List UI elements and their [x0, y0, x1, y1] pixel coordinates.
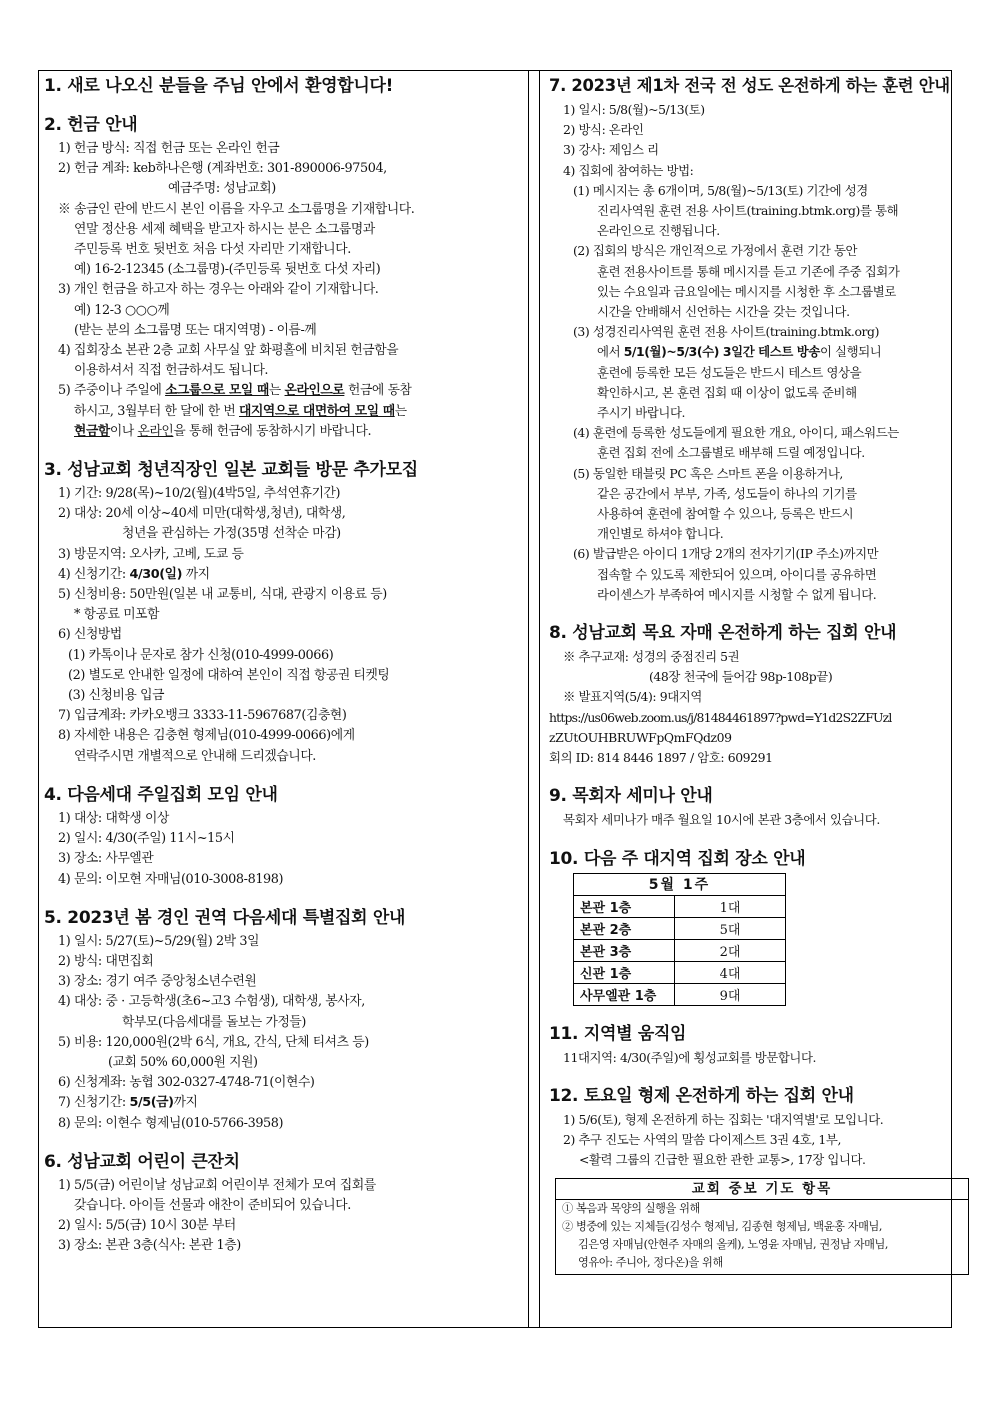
place-cell: 본관 3층 [574, 939, 675, 961]
section-6-title: 6. 성남교회 어린이 큰잔치 [44, 1151, 240, 1172]
offering-line: 주민등록 번호 뒷번호 처음 다섯 자리만 기재합니다. [74, 242, 351, 258]
offering-line: (받는 분의 소그룹명 또는 대지역명) - 이름-께 [74, 322, 317, 338]
offering-line: 4) 집회장소 본관 2층 교회 사무실 앞 화평홀에 비치된 헌금함을 [58, 343, 399, 359]
training-line: 진리사역원 훈련 전용 사이트(training.btmk.org)를 통해 [597, 203, 899, 219]
place-cell: 사무엘관 1층 [574, 983, 675, 1005]
children-line: 2) 일시: 5/5(금) 10시 30분 부터 [58, 1218, 236, 1234]
sisters-meeting-line: ※ 추구교재: 성경의 중점진리 5권 [563, 649, 740, 665]
conference-line: 7) 신청기간: 5/5(금)까지 [58, 1095, 198, 1111]
section-10-title: 10. 다음 주 대지역 집회 장소 안내 [549, 848, 806, 869]
section-2-title: 2. 헌금 안내 [44, 115, 138, 135]
section-10 [549, 848, 947, 1006]
column-divider [528, 71, 540, 1327]
training-line: 훈련 전용사이트를 통해 메시지를 듣고 기존에 주중 집회가 [597, 263, 900, 279]
section-11 [549, 1023, 947, 1068]
trip-line: 7) 입금계좌: 카카오뱅크 3333-11-5967687(김충현) [58, 708, 347, 724]
youth-line: 1) 대상: 대학생 이상 [58, 810, 169, 826]
sisters-meeting-line: 회의 ID: 814 8446 1897 / 암호: 609291 [549, 750, 773, 766]
children-line: 3) 장소: 본관 3층(식사: 본관 1층) [58, 1238, 241, 1254]
training-line: (3) 성경진리사역원 훈련 전용 사이트(training.btmk.org) [573, 324, 880, 340]
offering-line: 이용하셔서 직접 헌금하셔도 됩니다. [74, 363, 269, 379]
training-line: 1) 일시: 5/8(월)~5/13(토) [563, 102, 705, 117]
conference-line: 5) 비용: 120,000원(2박 6식, 개요, 간식, 단체 티셔츠 등) [58, 1034, 369, 1050]
brothers-meeting-line: 2) 추구 진도는 사역의 말씀 다이제스트 3권 4호, 1부, [563, 1131, 842, 1147]
section-2 [44, 114, 520, 442]
sisters-meeting-line: ※ 발표지역(5/4): 9대지역 [563, 689, 702, 705]
section-9 [549, 785, 947, 830]
training-line: (1) 메시지는 총 6개이며, 5/8(월)~5/13(토) 기간에 성경 [573, 182, 868, 198]
region-cell: 9대 [675, 983, 786, 1005]
training-line: 3) 강사: 제임스 리 [563, 142, 659, 158]
trip-line: 5) 신청비용: 50만원(일본 내 교통비, 식대, 관광지 이용료 등) [58, 587, 387, 603]
training-line: (2) 집회의 방식은 개인적으로 가정에서 훈련 기간 동안 [573, 243, 858, 259]
offering-line: 3) 개인 헌금을 하고자 하는 경우는 아래와 같이 기재합니다. [58, 282, 379, 298]
training-line: 에서 5/1(월)~5/3(수) 3일간 테스트 방송이 실행되니 [597, 344, 882, 360]
training-line: (5) 동일한 태블릿 PC 혹은 스마트 폰을 이용하거나, [573, 465, 843, 481]
region-cell: 2대 [675, 939, 786, 961]
section-1-title: 1. 새로 나오신 분들을 주님 안에서 환영합니다! [44, 76, 394, 96]
region-news-line: 11대지역: 4/30(주일)에 횡성교회를 방문합니다. [563, 1049, 817, 1065]
section-3-title: 3. 성남교회 청년직장인 일본 교회들 방문 추가모집 [44, 460, 418, 481]
place-cell: 본관 1층 [574, 895, 675, 917]
training-line: 같은 공간에서 부부, 가족, 성도들이 하나의 기기를 [597, 485, 857, 501]
offering-line: 예금주명: 성남교회) [168, 181, 276, 197]
training-line: 주시기 바랍니다. [597, 405, 686, 421]
training-line: 온라인으로 진행됩니다. [597, 223, 720, 239]
prayer-item: 영유아: 주니아, 정다온)을 위해 [578, 1256, 723, 1270]
section-3 [44, 459, 520, 767]
offering-line: 하시고, 3월부터 한 달에 한 번 대지역으로 대면하여 모일 때는 [74, 403, 407, 419]
section-12-title: 12. 토요일 형제 온전하게 하는 집회 안내 [549, 1085, 854, 1106]
section-4-title: 4. 다음세대 주일집회 모임 안내 [44, 784, 278, 805]
prayer-item: 김은영 자매님(안현주 자매의 올케), 노영윤 자매님, 권정남 자매님, [578, 1238, 889, 1252]
brothers-meeting-line: 1) 5/6(토), 형제 온전하게 하는 집회는 '대지역별'로 모입니다. [563, 1111, 884, 1127]
section-8 [549, 622, 947, 768]
offering-line: 2) 헌금 계좌: keb하나은행 (계좌번호: 301-890006-97504, [58, 161, 387, 177]
training-line: 2) 방식: 온라인 [563, 122, 644, 138]
training-line: 4) 집회에 참여하는 방법: [563, 162, 694, 178]
trip-line: 8) 자세한 내용은 김충현 형제님(010-4999-0066)에게 [58, 728, 355, 744]
conference-line: 6) 신청계좌: 농협 302-0327-4748-71(이현수) [58, 1075, 315, 1091]
offering-line: 예) 16-2-12345 (소그룹명)-(주민등록 뒷번호 다섯 자리) [74, 262, 381, 278]
trip-line: (2) 별도로 안내한 일정에 대하여 본인이 직접 항공권 티켓팅 [68, 667, 390, 683]
prayer-item: ① 복음과 목양의 실행을 위해 [562, 1202, 700, 1216]
trip-line: 연락주시면 개별적으로 안내해 드리겠습니다. [74, 748, 316, 764]
training-line: 라이센스가 부족하여 메시지를 시청할 수 없게 됩니다. [597, 586, 877, 602]
training-line: 훈련에 등록한 모든 성도들은 반드시 테스트 영상을 [597, 364, 862, 380]
section-11-title: 11. 지역별 움직임 [549, 1023, 687, 1044]
youth-line: 3) 장소: 사무엘관 [58, 851, 154, 867]
youth-line: 4) 문의: 이모현 자매님(010-3008-8198) [58, 871, 284, 887]
offering-line: 예) 12-3 ○○○께 [74, 302, 170, 318]
zoom-link[interactable]: https://us06web.zoom.us/j/81484461897?pwd=Y1d2S2ZFUzl [549, 709, 892, 725]
conference-line: (교회 50% 60,000원 지원) [108, 1054, 258, 1070]
trip-line: 6) 신청방법 [58, 627, 122, 643]
left-column [44, 75, 520, 1274]
place-cell: 신관 1층 [574, 961, 675, 983]
offering-line: 1) 헌금 방식: 직접 헌금 또는 온라인 헌금 [58, 141, 280, 156]
table-row [574, 917, 786, 939]
region-cell: 4대 [675, 961, 786, 983]
seminar-line: 목회자 세미나가 매주 월요일 10시에 본관 3층에서 있습니다. [563, 812, 880, 828]
offering-line: 현금함이나 온라인을 통해 헌금에 동참하시기 바랍니다. [74, 423, 372, 439]
trip-line: (1) 카톡이나 문자로 참가 신청(010-4999-0066) [68, 647, 334, 663]
sisters-meeting-line: (48장 천국에 들어감 98p-108p끝) [649, 669, 833, 685]
training-line: 훈련 집회 전에 소그룹별로 배부해 드릴 예정입니다. [597, 445, 865, 461]
zoom-link[interactable]: zZUtOUHBRUWFpQmFQdz09 [549, 729, 732, 745]
table-row [574, 983, 786, 1005]
table-header: 5월 1주 [574, 873, 786, 895]
conference-line: 3) 장소: 경기 여주 중앙청소년수련원 [58, 974, 257, 990]
section-8-title: 8. 성남교회 목요 자매 온전하게 하는 집회 안내 [549, 623, 897, 644]
trip-line: (3) 신청비용 입금 [68, 688, 165, 704]
conference-line: 4) 대상: 중 · 고등학생(초6~고3 수험생), 대학생, 봉사자, [58, 994, 365, 1010]
trip-line: * 항공료 미포함 [74, 607, 160, 623]
prayer-title: 교회 중보 기도 항목 [556, 1179, 968, 1200]
training-line: 사용하여 훈련에 참여할 수 있으나, 등록은 반드시 [597, 506, 854, 522]
table-row [574, 895, 786, 917]
training-line: 있는 수요일과 금요일에는 메시지를 시청한 후 소그룹별로 [597, 283, 896, 299]
training-line: 접속할 수 있도록 제한되어 있으며, 아이디를 공유하면 [597, 566, 877, 582]
prayer-box [555, 1178, 969, 1275]
section-6 [44, 1151, 520, 1257]
training-line: 개인별로 하셔야 합니다. [597, 526, 724, 542]
children-line: 갖습니다. 아이들 선물과 애찬이 준비되어 있습니다. [74, 1197, 351, 1213]
offering-line: ※ 송금인 란에 반드시 본인 이름을 자우고 소그룹명을 기재합니다. [58, 201, 415, 217]
offering-line: 5) 주중이나 주일에 소그룹으로 모일 때는 온라인으로 헌금에 동참 [58, 383, 412, 399]
training-line: 시간을 안배해서 신언하는 시간을 갖는 것입니다. [597, 304, 850, 320]
training-line: 확인하시고, 본 훈련 집회 때 이상이 없도록 준비해 [597, 384, 857, 400]
children-line: 1) 5/5(금) 어린이날 성남교회 어린이부 전체가 모여 집회를 [58, 1177, 376, 1193]
offering-line: 연말 정산용 세제 혜택을 받고자 하시는 분은 소그룹명과 [74, 221, 375, 237]
section-5-title: 5. 2023년 봄 경인 권역 다음세대 특별집회 안내 [44, 907, 406, 928]
table-row [574, 961, 786, 983]
place-cell: 본관 2층 [574, 917, 675, 939]
trip-line: 4) 신청기간: 4/30(일) 까지 [58, 566, 210, 582]
section-9-title: 9. 목회자 세미나 안내 [549, 786, 713, 807]
trip-line: 1) 기간: 9/28(목)~10/2(월)(4박5일, 추석연휴기간) [58, 486, 341, 502]
training-line: (4) 훈련에 등록한 성도들에게 필요한 개요, 아이디, 패스워드는 [573, 425, 899, 441]
section-1 [44, 75, 520, 97]
training-line: (6) 발급받은 아이디 1개당 2개의 전자기기(IP 주소)까지만 [573, 546, 879, 562]
section-4 [44, 784, 520, 890]
section-12 [549, 1085, 947, 1171]
section-7 [549, 75, 950, 605]
trip-line: 3) 방문지역: 오사카, 고베, 도쿄 등 [58, 546, 244, 562]
conference-line: 학부모(다음세대를 돌보는 가정들) [122, 1014, 306, 1030]
section-5 [44, 907, 520, 1134]
conference-line: 8) 문의: 이현수 형제님(010-5766-3958) [58, 1115, 284, 1131]
table-row [574, 939, 786, 961]
conference-line: 2) 방식: 대면집회 [58, 953, 154, 969]
region-cell: 1대 [675, 895, 786, 917]
trip-line: 청년을 관심하는 가정(35명 선착순 마감) [122, 526, 341, 542]
trip-line: 2) 대상: 20세 이상~40세 미만(대학생,청년), 대학생, [58, 506, 346, 522]
right-column [549, 75, 950, 1275]
prayer-item: ② 병중에 있는 지체들(김성수 형제님, 김종현 형제님, 백윤홍 자매님, [562, 1220, 883, 1234]
region-place-table [573, 873, 786, 1006]
section-7-title: 7. 2023년 제1차 전국 전 성도 온전하게 하는 훈련 안내 [549, 76, 950, 95]
youth-line: 2) 일시: 4/30(주일) 11시~15시 [58, 831, 235, 847]
bulletin-frame [38, 70, 952, 1328]
conference-line: 1) 일시: 5/27(토)~5/29(월) 2박 3일 [58, 933, 260, 949]
region-cell: 5대 [675, 917, 786, 939]
brothers-meeting-line: <활력 그룹의 긴급한 필요한 관한 교통>, 17장 입니다. [579, 1152, 866, 1168]
